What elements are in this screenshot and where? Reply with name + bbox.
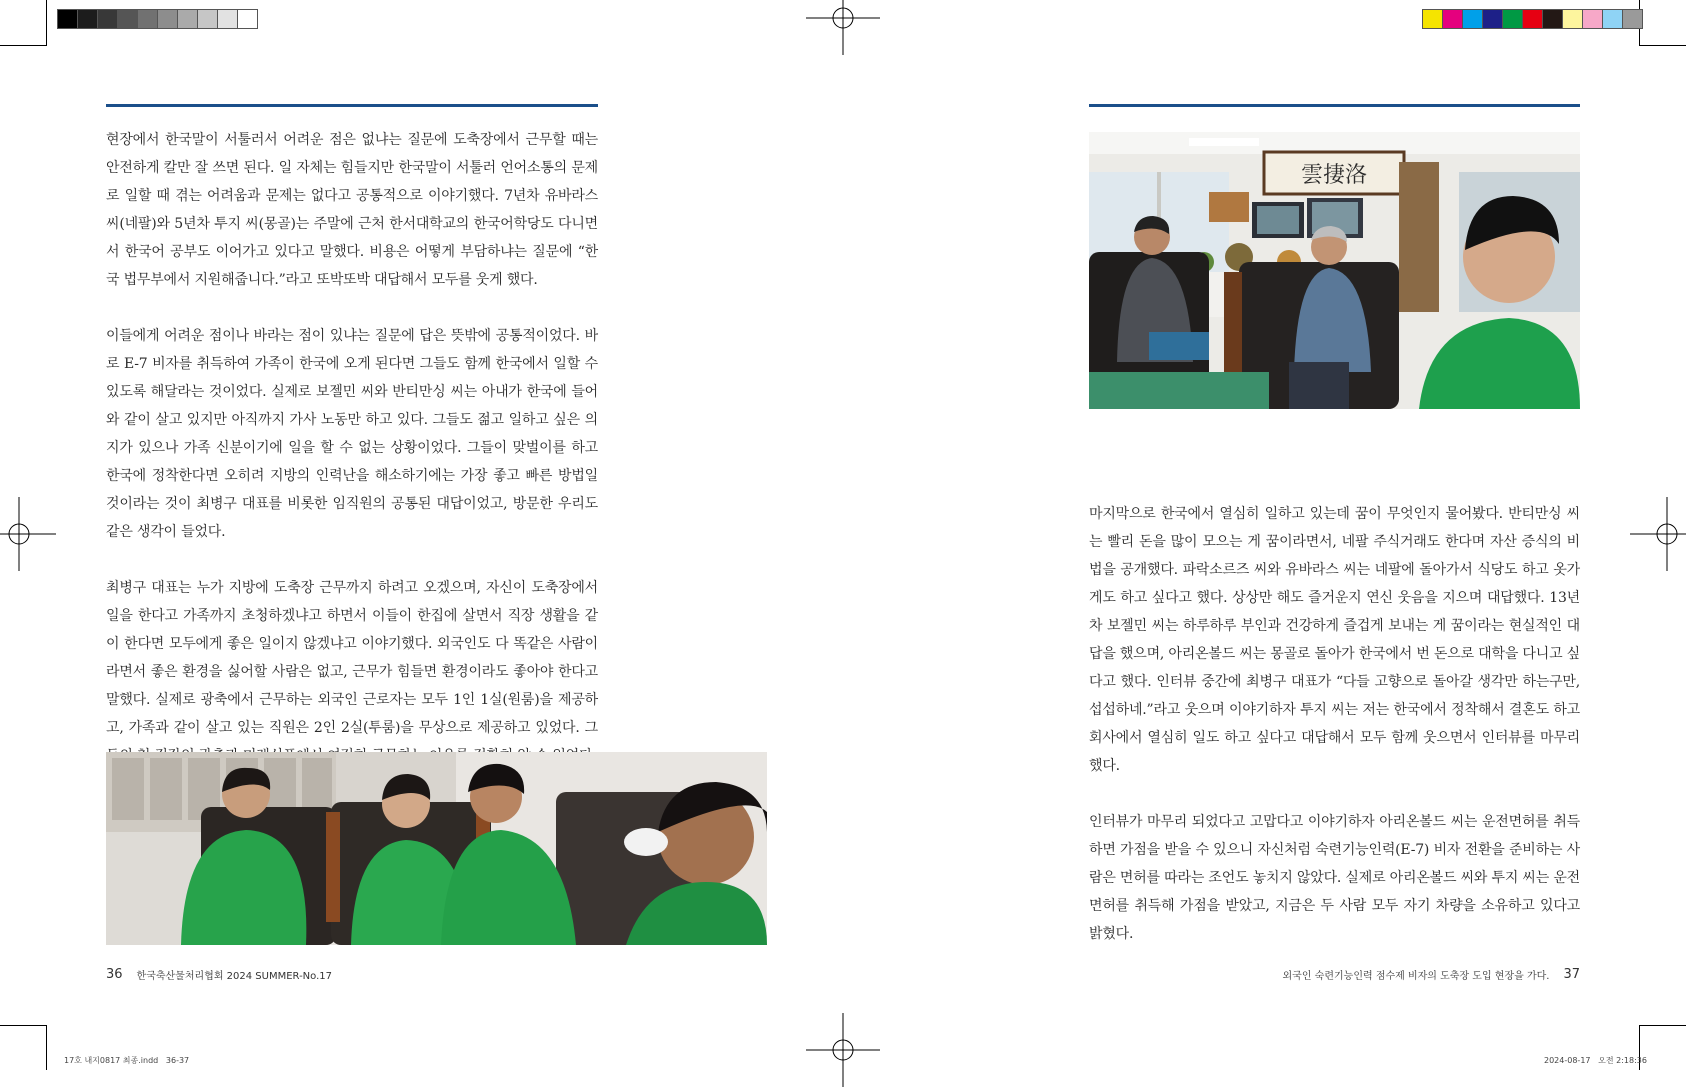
left-folio — [106, 967, 332, 982]
left-header-rule — [106, 104, 598, 107]
gray-swatch — [158, 10, 178, 28]
indd-file-slug: 17호 내지0817 최종.indd 36-37 — [64, 1056, 190, 1065]
right-paragraph-1: 마지막으로 한국에서 열심히 일하고 있는데 꿈이 무엇인지 물어봤다. 반티만싱 씨는 빨리 돈을 많이 모으는 게 꿈이라면서, 네팔 주식거래도 한다며 자산 증식의 비법을 공개했다. 파락소르즈 씨와 유바라스 씨는 네팔에 돌아가서 식당도 하고 옷가게도 하고 싶다고 했다. 상상만 해도 즐거운지 연신 웃음을 지으며 대답했다. 13년차 보젤민 씨는 하루하루 부인과 건강하게 즐겁게 보내는 게 꿈이라는 현실적인 대답을 했으며, 아리온볼드 씨는 몽골로 돌아가 한국에서 번 돈으로 대학을 다니고 싶다고 했다. 인터뷰 중간에 최병구 대표가 “다들 고향으로 돌아갈 생각만 하는구만, 섭섭하네.”라고 웃으며 이야기하자 투지 씨는 저는 한국에서 정착해서 결혼도 하고 회사에서 열심히 일도 하고 싶다고 대답해서 모두 함께 웃으면서 인터뷰를 마무리했다. — [1089, 506, 1580, 774]
registration-mark-right-icon — [1630, 497, 1686, 571]
left-paragraph-3: 최병구 대표는 누가 지방에 도축장 근무까지 하려고 오겠으며, 자신이 도축장에서 일을 한다고 가족까지 초청하겠냐고 하면서 이들이 한집에 살면서 직장 생활을 같이 한다면 모두에게 좋은 일이지 않겠냐고 이야기했다. 외국인도 다 똑같은 사람이라면서 좋은 환경을 싫어할 사람은 없고, 근무가 힘들면 환경이라도 좋아야 한다고 말했다. 실제로 광축에서 근무하는 외국인 근로자는 모두 1인 1실(원룸)을 제공하고, 가족과 같이 살고 있는 직원은 2인 2실(투룸)을 무상으로 제공하고 있었다. 그 — [106, 580, 598, 736]
process-color-swatch — [1583, 10, 1603, 28]
left-page-number: 36 — [106, 967, 123, 982]
gray-swatch — [98, 10, 118, 28]
gray-swatch — [58, 10, 78, 28]
registration-mark-top-icon — [806, 0, 880, 55]
gray-swatch — [178, 10, 198, 28]
print-timestamp-slug: 2024-08-17 오전 2:18:36 — [1544, 1056, 1647, 1065]
right-paragraph-2: 인터뷰가 마무리 되었다고 고맙다고 이야기하자 아리온볼드 씨는 운전면허를 취득하면 가점을 받을 수 있으니 자신처럼 숙련기능인력(E-7) 비자 전환을 준비하는 사람은 면허를 따라는 조언도 놓치지 않았다. 실제로 아리온볼드 씨와 투지 씨는 운전면허를 취득해 가점을 받았고, 지금은 두 사람 모두 자기 차량을 소유하고 있다고 밝혔다. — [1089, 814, 1580, 942]
process-color-swatch — [1523, 10, 1543, 28]
gray-swatch — [78, 10, 98, 28]
gray-swatch — [238, 10, 257, 28]
gray-swatch — [118, 10, 138, 28]
gray-swatch — [218, 10, 238, 28]
process-color-swatch — [1563, 10, 1583, 28]
registration-mark-left-icon — [0, 497, 56, 571]
process-color-swatch — [1603, 10, 1623, 28]
process-color-swatch — [1543, 10, 1563, 28]
right-header-rule — [1089, 104, 1580, 107]
left-paragraph-1: 현장에서 한국말이 서툴러서 어려운 점은 없냐는 질문에 도축장에서 근무할 때는 안전하게 칼만 잘 쓰면 된다. 일 자체는 힘들지만 한국말이 서툴러 언어소통의 문제로 일할 때 겪는 어려움과 문제는 없다고 공통적으로 이야기했다. 7년차 유바라스 씨(네팔)와 5년차 투지 씨(몽골)는 주말에 근처 한서대학교의 한국어학당도 다니면서 한국어 공부도 이어가고 있다고 말했다. 비용은 어떻게 부담하냐는 질문에 “한국 법무부에서 지원해줍니다.”라고 또박또박 대답해서 모두를 웃게 했다. — [106, 132, 598, 288]
process-color-swatch — [1483, 10, 1503, 28]
right-folio — [1283, 967, 1580, 982]
right-running-footer: 외국인 숙련기능인력 점수제 비자의 도축장 도입 현장을 가다. — [1282, 971, 1550, 982]
process-color-swatch — [1423, 10, 1443, 28]
office-interview-photo — [1089, 132, 1580, 409]
gray-swatch — [198, 10, 218, 28]
left-running-footer: 한국축산물처리협회 2024 SUMMER-No.17 — [136, 971, 333, 982]
process-color-bar — [1422, 9, 1643, 29]
right-article-column — [1089, 500, 1580, 976]
workers-interview-photo — [106, 752, 767, 945]
gray-swatch — [138, 10, 158, 28]
left-paragraph-2: 이들에게 어려운 점이나 바라는 점이 있냐는 질문에 답은 뜻밖에 공통적이었다. 바로 E-7 비자를 취득하여 가족이 한국에 오게 된다면 그들도 함께 한국에서 일할 수 있도록 해달라는 것이었다. 실제로 보젤민 씨와 반티만싱 씨는 아내가 한국에 들어와 같이 살고 있지만 아직까지 가사 노동만 하고 있다. 그들도 젊고 일하고 싶은 의지가 있으나 가족 신분이기에 일을 할 수 없는 상황이었다. 그들이 맞벌이를 하고 한국에 정착한다면 오히려 지방의 인력난을 해소하기에는 가장 좋고 빠른 방법일 것이라는 것이 최병구 대표를 비롯한 임직원의 공통된 대답이었고, 방문한 우리도 같은 생각이 들었다. — [106, 328, 598, 540]
right-page-number: 37 — [1563, 967, 1580, 982]
process-color-swatch — [1503, 10, 1523, 28]
process-color-swatch — [1623, 10, 1642, 28]
left-article-column — [106, 126, 598, 798]
process-color-swatch — [1463, 10, 1483, 28]
grayscale-color-bar — [57, 9, 258, 29]
calligraphy-frame-text: 雲捿洛 — [1300, 163, 1368, 188]
registration-mark-bottom-icon — [806, 1013, 880, 1087]
process-color-swatch — [1443, 10, 1463, 28]
